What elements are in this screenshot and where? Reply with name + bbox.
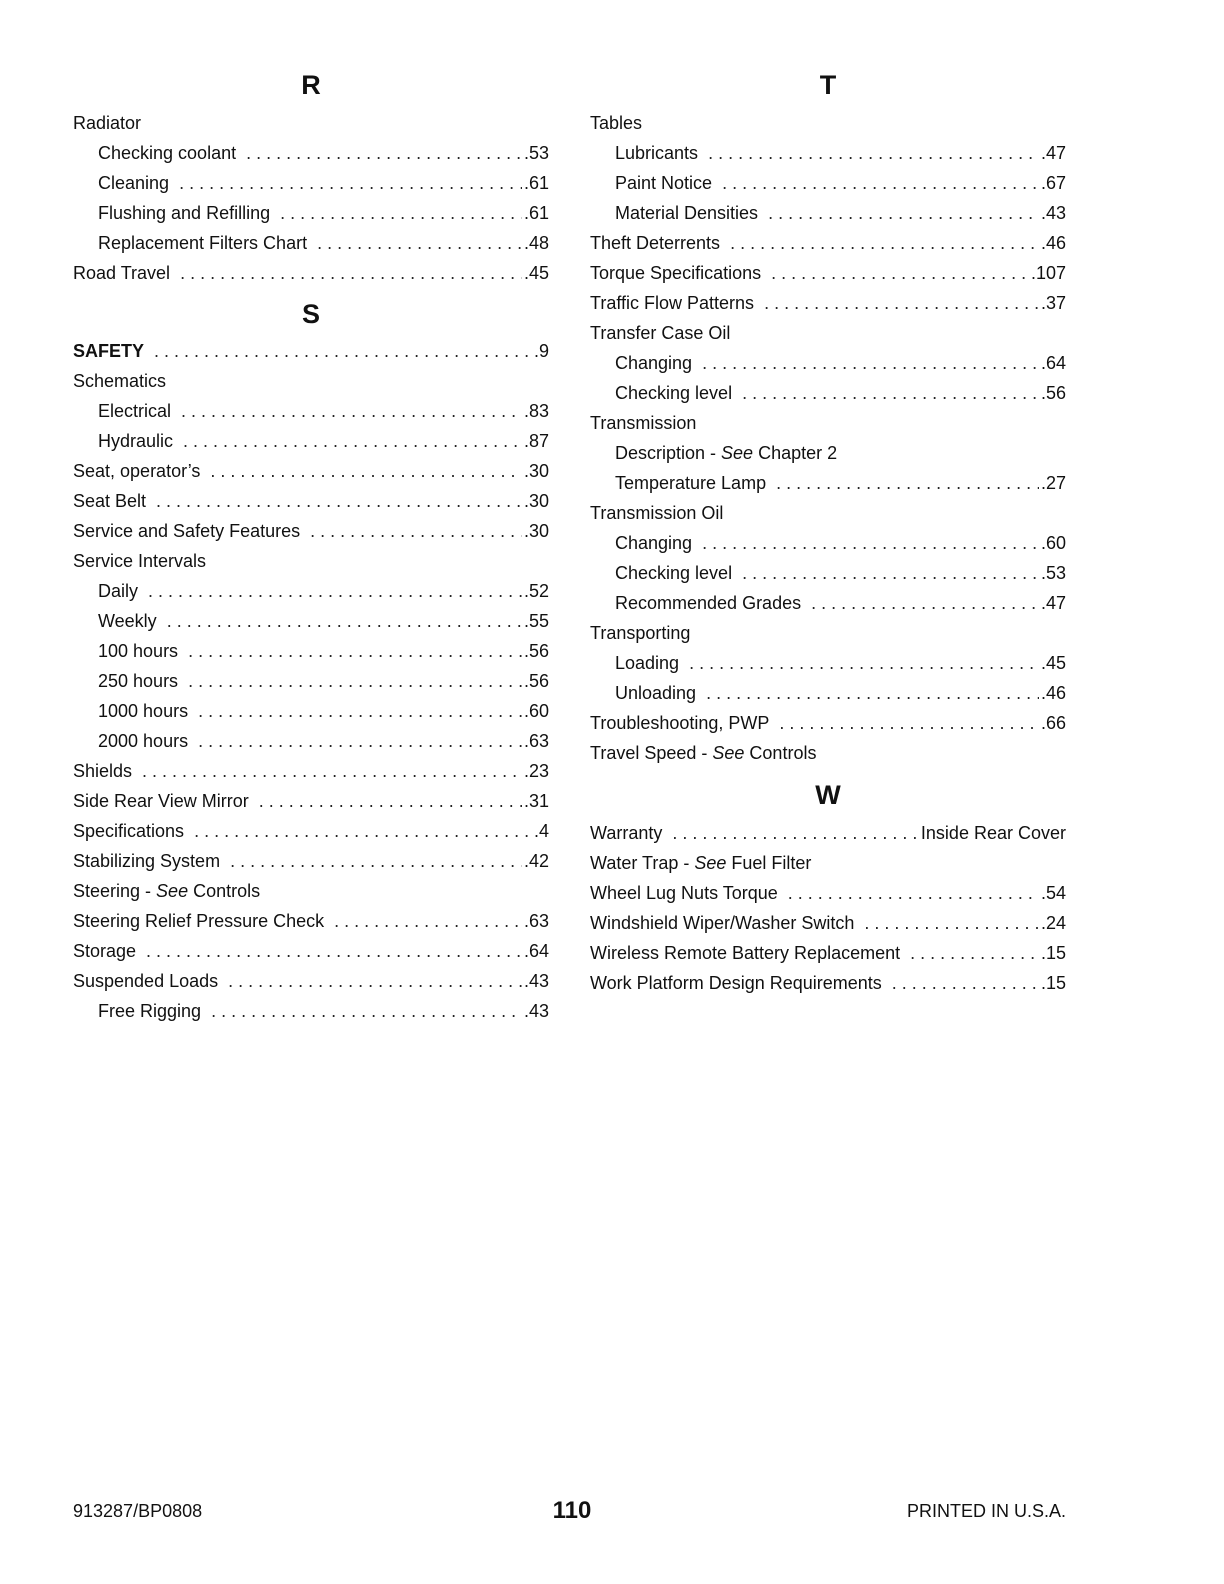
index-entry-safety: SAFETY . . . .9 [73,336,549,366]
index-entry: Shields . . . .23 [73,756,549,786]
index-subentry: Checking coolant . . . .53 [73,138,549,168]
index-entry: Steering Relief Pressure Check . . . .63 [73,906,549,936]
index-subentry: Temperature Lamp . . . .27 [590,468,1066,498]
index-subentry: Checking level . . . .53 [590,558,1066,588]
index-entry: Troubleshooting, PWP . . . .66 [590,708,1066,738]
index-entry: Transmission Oil [590,503,724,523]
index-subentry: Changing . . . .64 [590,348,1066,378]
index-subentry: Flushing and Refilling . . . .61 [73,198,549,228]
index-entry: Seat Belt . . . .30 [73,486,549,516]
index-subentry: Replacement Filters Chart . . . .48 [73,228,549,258]
index-entry: Torque Specifications . . . .107 [590,258,1066,288]
footer-page-number: 110 [552,1497,592,1524]
index-subentry: Free Rigging . . . .43 [73,996,549,1026]
index-entry: Side Rear View Mirror . . . .31 [73,786,549,816]
index-entry: Suspended Loads . . . .43 [73,966,549,996]
index-entry: Traffic Flow Patterns . . . .37 [590,288,1066,318]
index-entry: Seat, operator’s . . . .30 [73,456,549,486]
index-subentry: Checking level . . . .56 [590,378,1066,408]
section-heading-r: R [301,70,321,100]
index-column-left [73,60,549,1026]
index-subentry: Weekly . . . .55 [73,606,549,636]
index-subentry: Daily . . . .52 [73,576,549,606]
index-subentry: Hydraulic . . . .87 [73,426,549,456]
index-entry: Stabilizing System . . . .42 [73,846,549,876]
index-entry: Schematics [73,371,167,391]
section-heading-s: S [301,299,320,329]
index-entry: Transfer Case Oil [590,323,731,343]
section-heading-w: W [815,780,841,810]
index-subentry: Unloading . . . .46 [590,678,1066,708]
footer-printed-in: PRINTED IN U.S.A. [906,1501,1066,1521]
index-column-right [590,60,1066,998]
index-subentry: Loading . . . .45 [590,648,1066,678]
index-subentry: Material Densities . . . .43 [590,198,1066,228]
index-subentry: Lubricants . . . .47 [590,138,1066,168]
index-entry-see-reference: Water Trap - See Fuel Filter [590,853,812,873]
index-entry-see-reference: Travel Speed - See Controls [590,743,817,763]
index-entry: Service and Safety Features . . . .30 [73,516,549,546]
index-entry: Service Intervals [73,551,207,571]
index-entry: Theft Deterrents . . . .46 [590,228,1066,258]
index-entry: Warranty . . . Inside Rear Cover [590,818,1066,848]
index-entry: Specifications . . . .4 [73,816,549,846]
index-entry: Windshield Wiper/Washer Switch . . . .24 [590,908,1066,938]
index-entry: Tables [590,113,643,133]
index-subentry: 250 hours . . . .56 [73,666,549,696]
index-entry: Transmission [590,413,697,433]
index-entry: Road Travel . . . .45 [73,258,549,288]
index-entry: Wheel Lug Nuts Torque . . . .54 [590,878,1066,908]
index-subentry: 2000 hours . . . .63 [73,726,549,756]
index-subentry-see-reference: Description - See Chapter 2 [615,443,838,463]
footer-doc-number: 913287/BP0808 [73,1501,203,1521]
section-heading-t: T [819,70,837,100]
index-entry-radiator: Radiator [73,113,142,133]
index-entry: Work Platform Design Requirements . . . .15 [590,968,1066,998]
index-subentry: Changing . . . .60 [590,528,1066,558]
index-entry: Wireless Remote Battery Replacement . . . .15 [590,938,1066,968]
index-entry-see-reference: Steering - See Controls [73,881,261,901]
index-subentry: Recommended Grades . . . .47 [590,588,1066,618]
index-subentry: Electrical . . . .83 [73,396,549,426]
index-subentry: Paint Notice . . . .67 [590,168,1066,198]
index-subentry: Cleaning . . . .61 [73,168,549,198]
index-entry: Storage . . . .64 [73,936,549,966]
index-subentry: 100 hours . . . .56 [73,636,549,666]
index-subentry: 1000 hours . . . .60 [73,696,549,726]
index-entry: Transporting [590,623,691,643]
